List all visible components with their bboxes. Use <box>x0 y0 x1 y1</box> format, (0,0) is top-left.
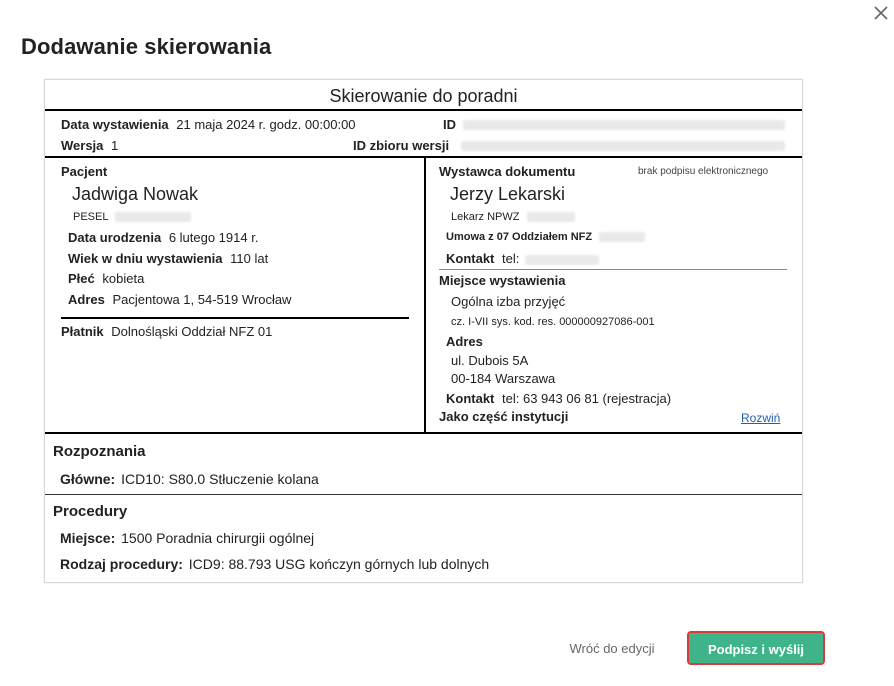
sign-and-send-button[interactable]: Podpisz i wyślij <box>687 631 825 665</box>
version-label: Wersja <box>61 138 104 153</box>
sex-label: Płeć <box>68 271 95 286</box>
column-divider <box>424 158 426 433</box>
patient-name: Jadwiga Nowak <box>72 184 199 204</box>
place-address-label: Adres <box>446 334 483 349</box>
procedure-place-label: Miejsce: <box>60 530 116 546</box>
issuer-name: Jerzy Lekarski <box>450 184 566 204</box>
main-diagnosis-value: ICD10: S80.0 Stłuczenie kolana <box>121 471 319 487</box>
npwz-redacted <box>527 212 575 222</box>
procedure-type-label: Rodzaj procedury: <box>60 556 183 572</box>
issuer-contact-row <box>446 251 599 266</box>
place-contact-value: tel: 63 943 06 81 (rejestracja) <box>502 391 672 406</box>
patient-section-label: Pacjent <box>61 164 108 179</box>
dialog-title: Dodawanie skierowania <box>21 34 272 59</box>
procedures-section-label: Procedury <box>53 503 128 520</box>
id-label: ID <box>443 117 456 132</box>
payer-label: Płatnik <box>61 324 104 339</box>
place-contact-label: Kontakt <box>446 391 495 406</box>
divider <box>45 432 802 434</box>
place-code: cz. I-VII sys. kod. res. 000000927086-001 <box>451 316 655 328</box>
issuer-contact-label: Kontakt <box>446 251 495 266</box>
close-icon[interactable] <box>872 4 890 22</box>
procedure-type-value: ICD9: 88.793 USG kończyn górnych lub dolnych <box>188 556 490 572</box>
contract-redacted <box>599 232 645 242</box>
birth-date-row <box>68 230 258 245</box>
divider <box>45 494 802 495</box>
age-label: Wiek w dniu wystawienia <box>68 251 223 266</box>
issuer-contact-prefix: tel: <box>502 251 520 266</box>
npwz-label: Lekarz NPWZ <box>451 211 520 223</box>
signature-note: brak podpisu elektronicznego <box>638 166 769 177</box>
procedure-type-row <box>60 556 489 572</box>
pesel-redacted <box>115 212 191 222</box>
institution-label: Jako część instytucji <box>439 409 569 424</box>
diagnosis-section-label: Rozpoznania <box>53 443 146 460</box>
issuer-contact-redacted <box>525 255 599 265</box>
issue-date-value: 21 maja 2024 r. godz. 00:00:00 <box>176 117 356 132</box>
age-row <box>68 251 268 266</box>
patient-address-row <box>68 292 291 307</box>
issue-date-label: Data wystawienia <box>61 117 169 132</box>
set-id-value-redacted <box>461 141 785 151</box>
pesel-row <box>73 211 191 223</box>
payer-value: Dolnośląski Oddział NFZ 01 <box>111 324 273 339</box>
main-diagnosis-row <box>60 471 319 487</box>
issuer-section-label: Wystawca dokumentu <box>439 164 576 179</box>
birth-date-label: Data urodzenia <box>68 230 162 245</box>
set-id-label: ID zbioru wersji <box>353 138 450 153</box>
contract-label: Umowa z 07 Oddziałem NFZ <box>446 231 593 243</box>
divider <box>439 269 787 270</box>
birth-date-value: 6 lutego 1914 r. <box>168 230 259 245</box>
place-contact-row <box>446 391 671 406</box>
payer-row <box>61 324 272 339</box>
back-to-edit-button[interactable]: Wróć do edycji <box>569 641 655 656</box>
age-value: 110 lat <box>230 251 269 266</box>
npwz-row <box>451 211 575 223</box>
divider <box>61 317 409 319</box>
patient-address-label: Adres <box>68 292 105 307</box>
referral-document <box>44 79 803 583</box>
patient-address-value: Pacjentowa 1, 54-519 Wrocław <box>112 292 292 307</box>
place-city: 00-184 Warszawa <box>451 371 556 386</box>
expand-link[interactable] <box>741 410 780 425</box>
version-row <box>61 138 118 153</box>
contract-row <box>446 231 645 243</box>
sex-row <box>68 271 144 286</box>
document-title: Skierowanie do poradni <box>329 86 518 106</box>
main-diagnosis-label: Główne: <box>60 471 116 487</box>
place-section-label: Miejsce wystawienia <box>439 273 566 288</box>
procedure-place-value: 1500 Poradnia chirurgii ogólnej <box>121 530 315 546</box>
divider <box>45 109 802 111</box>
sex-value: kobieta <box>102 271 145 286</box>
pesel-label: PESEL <box>73 211 109 223</box>
place-street: ul. Dubois 5A <box>451 353 529 368</box>
issue-date-row <box>61 117 356 132</box>
place-name: Ogólna izba przyjęć <box>451 294 566 309</box>
id-value-redacted <box>463 120 785 130</box>
version-value: 1 <box>111 138 119 153</box>
expand-link-text[interactable]: Rozwiń <box>741 411 781 425</box>
procedure-place-row <box>60 530 314 546</box>
